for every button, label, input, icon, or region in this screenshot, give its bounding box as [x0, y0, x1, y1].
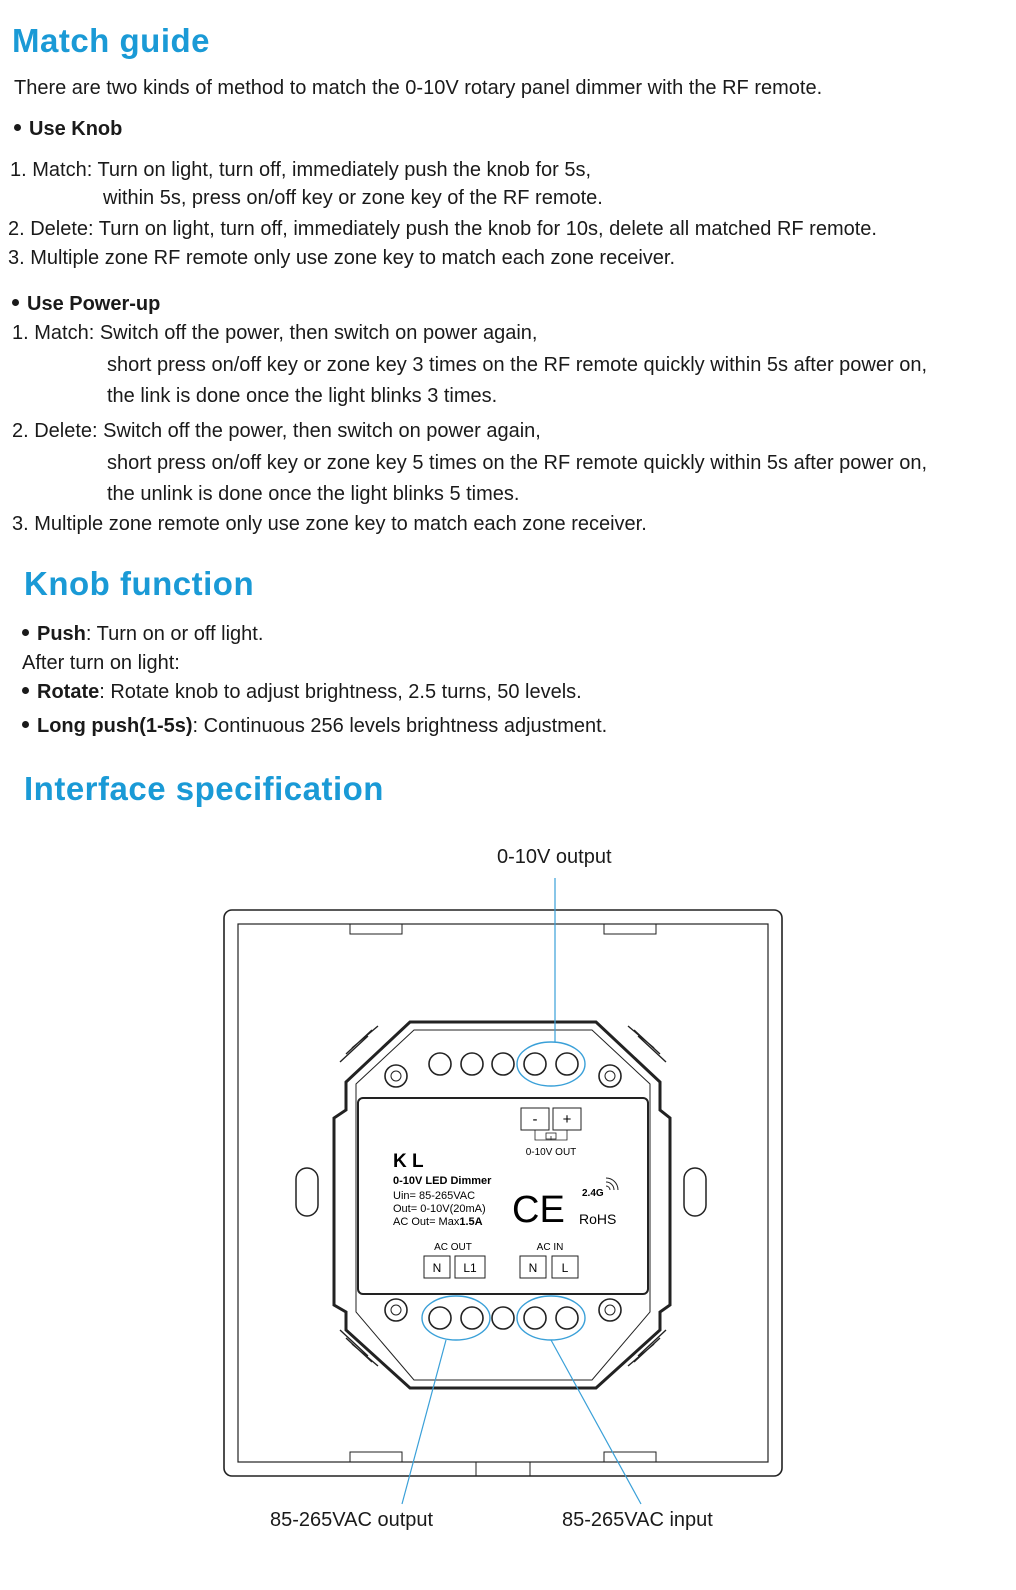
highlight-0-10v: [517, 1042, 585, 1086]
out-label: 0-10V OUT: [525, 1147, 577, 1158]
label-ac-input: 85-265VAC input: [562, 1509, 713, 1531]
leader-ac-in: [551, 1340, 641, 1504]
use-knob-item-3: 3. Multiple zone RF remote only use zone key to match each zone receiver.: [8, 247, 676, 269]
highlight-ac-in: [517, 1296, 585, 1340]
use-powerup-item-3: 3. Multiple zone remote only use zone key to match each zone receiver.: [12, 513, 647, 535]
match-guide-intro: There are two kinds of method to match the 0-10V rotary panel dimmer with the RF remote.: [14, 77, 823, 99]
term-n-in: N: [528, 1261, 538, 1275]
knob-long-push-line: Long push(1-5s): Continuous 256 levels brightness adjustment.: [22, 715, 607, 738]
use-knob-item-2: 2. Delete: Turn on light, turn off, immediately push the knob for 10s, delete all matched RF remote.: [8, 218, 877, 240]
screw-bottom-left: [385, 1299, 407, 1321]
screw-top-left: [385, 1065, 407, 1087]
mount-slot-left: [296, 1168, 318, 1216]
use-powerup-heading: Use Power-up: [12, 293, 160, 316]
screw-bottom-right: [599, 1299, 621, 1321]
ac-in-title: AC IN: [536, 1242, 564, 1253]
use-powerup-item-1-line2: short press on/off key or zone key 3 times on the RF remote quickly within 5s after power on,: [107, 354, 928, 376]
interface-spec-title: Interface specification: [24, 770, 384, 807]
clip-top-right: [604, 924, 656, 934]
ac-out-title: AC OUT: [434, 1242, 472, 1253]
clip-bottom-left: [350, 1452, 402, 1462]
terminal-minus: -: [532, 1111, 538, 1128]
match-guide-title: Match guide: [12, 22, 211, 59]
screw-top-right: [599, 1065, 621, 1087]
bottom-terminal-holes: [429, 1307, 578, 1329]
label-ac-output: 85-265VAC output: [270, 1509, 434, 1531]
leader-ac-out: [402, 1340, 446, 1504]
term-l: L: [561, 1261, 569, 1275]
top-terminal-holes: [429, 1053, 578, 1075]
ce-mark-icon: CE: [512, 1189, 565, 1231]
use-powerup-item-2-line2: short press on/off key or zone key 5 times on the RF remote quickly within 5s after power on,: [107, 452, 928, 474]
terminal-plus: +: [562, 1111, 572, 1128]
spec-ac-out: AC Out= Max1.5A: [393, 1216, 483, 1228]
spec-uin: Uin= 85-265VAC: [393, 1190, 476, 1202]
term-l1: L1: [463, 1261, 477, 1275]
knob-push-line: Push: Turn on or off light.: [22, 623, 263, 646]
use-powerup-item-1-line3: the link is done once the light blinks 3 times.: [107, 385, 498, 407]
highlight-ac-out: [422, 1296, 490, 1340]
knob-function-title: Knob function: [24, 565, 255, 602]
use-knob-item-1: 1. Match: Turn on light, turn off, immediately push the knob for 5s,: [10, 159, 592, 181]
use-powerup-item-1: 1. Match: Switch off the power, then switch on power again,: [12, 322, 538, 344]
bottom-notch: [476, 1462, 530, 1476]
freq-label: 2.4G: [582, 1188, 604, 1199]
rohs-label: RoHS: [579, 1211, 617, 1227]
mount-slot-right: [684, 1168, 706, 1216]
use-powerup-item-2-line3: the unlink is done once the light blinks 5 times.: [107, 483, 520, 505]
knob-rotate-line: Rotate: Rotate knob to adjust brightness, 2.5 turns, 50 levels.: [22, 681, 582, 704]
brand-logo: K L: [393, 1151, 424, 1172]
use-knob-item-1-cont: within 5s, press on/off key or zone key of the RF remote.: [103, 187, 603, 209]
clip-bottom-right: [604, 1452, 656, 1462]
clip-top-left: [350, 924, 402, 934]
model-name: 0-10V LED Dimmer: [393, 1175, 492, 1187]
knob-after-line: After turn on light:: [22, 652, 180, 674]
label-0-10v-output: 0-10V output: [497, 846, 612, 868]
use-powerup-item-2: 2. Delete: Switch off the power, then switch on power again,: [12, 420, 541, 442]
spec-out: Out= 0-10V(20mA): [393, 1203, 486, 1215]
term-n-out: N: [432, 1261, 442, 1275]
use-knob-heading: Use Knob: [14, 118, 122, 141]
